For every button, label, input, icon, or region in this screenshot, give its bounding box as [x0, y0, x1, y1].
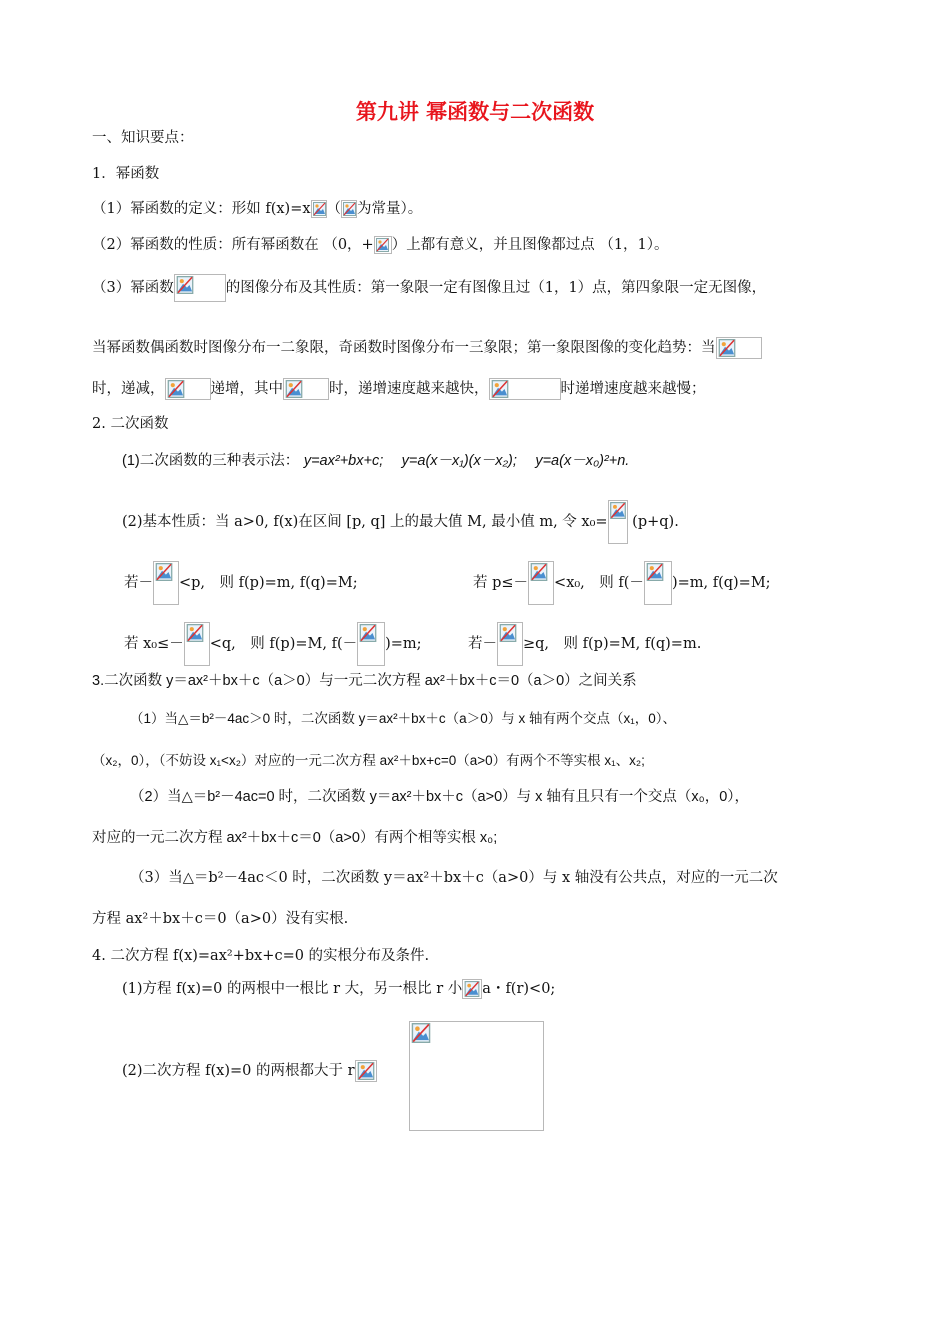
- broken-image-icon: [610, 502, 626, 519]
- formula-image: [311, 200, 327, 218]
- broken-image-icon: [285, 380, 303, 398]
- broken-image-icon: [186, 624, 204, 642]
- section-1-heading: 1．幂函数: [92, 166, 160, 182]
- formula-image: [184, 622, 210, 666]
- s2-forms: (1)二次函数的三种表示法： y=ax²+bx+c; y=a(x－x₁)(x－x₂); y=a(x－x₀)²+n.: [122, 453, 630, 469]
- broken-image-icon: [176, 276, 194, 294]
- s2-case-3: 若 x₀≤－ <q, 则 f(p)=M, f(－ )=m;: [124, 622, 422, 666]
- broken-image-icon: [376, 238, 389, 252]
- broken-image-icon: [491, 380, 509, 398]
- s3-p1-line-1: （1）当△＝b²－4ac＞0 时，二次函数 y＝ax²＋bx＋c（a＞0）与 x 轴有两个交点（x₁，0）、: [130, 711, 677, 726]
- page-title: 第九讲 幂函数与二次函数: [355, 99, 595, 124]
- broken-image-icon: [464, 981, 480, 997]
- formula-image: [644, 561, 672, 605]
- section-4-heading: 4. 二次方程 f(x)=ax²+bx+c=0 的实根分布及条件.: [92, 948, 430, 964]
- s4-item-1: (1)方程 f(x)=0 的两根中一根比 r 大，另一根比 r 小 a・f(r)<0;: [122, 981, 556, 997]
- section-knowledge: 一、知识要点：: [92, 130, 194, 146]
- s1-line-3: （3）幂函数 的图像分布及其性质：第一象限一定有图像且过（1，1）点，第四象限一定无图像，: [92, 274, 766, 302]
- s3-p2-line-1: （2）当△＝b²－4ac=0 时，二次函数 y＝ax²＋bx＋c（a>0）与 x 轴有且只有一个交点（x₀，0），: [130, 789, 750, 805]
- broken-image-icon: [718, 339, 736, 357]
- formula-image: [174, 274, 226, 302]
- broken-image-icon: [167, 380, 185, 398]
- broken-image-icon: [499, 624, 517, 642]
- formula-image: [462, 979, 482, 999]
- formula-image: [341, 200, 357, 218]
- formula-image: [489, 378, 561, 400]
- broken-image-icon: [530, 563, 548, 581]
- s3-p1-line-2: （x₂，0），（不妨设 x₁<x₂）对应的一元二次方程 ax²＋bx+c=0（a>0）有两个不等实根 x₁、x₂;: [92, 753, 645, 768]
- broken-image-icon: [155, 563, 173, 581]
- s1-line-1: （1）幂函数的定义：形如 f(x)=x （ 为常量）。: [92, 201, 423, 217]
- formula-image: [716, 337, 762, 359]
- s3-p3-line-1: （3）当△＝b²－4ac＜0 时，二次函数 y＝ax²＋bx＋c（a>0）与 x 轴没有公共点，对应的一元二次: [130, 870, 778, 886]
- formula-image: [608, 500, 628, 544]
- broken-image-icon: [343, 202, 356, 216]
- s2-properties: (2)基本性质：当 a>0, f(x)在区间 [p, q] 上的最大值 M, 最小值 m, 令 x₀= (p+q).: [122, 500, 679, 544]
- formula-image: [357, 622, 385, 666]
- formula-image: [153, 561, 179, 605]
- broken-image-icon: [357, 1062, 375, 1080]
- s3-p2-line-2: 对应的一元二次方程 ax²＋bx＋c＝0（a>0）有两个相等实根 x₀;: [92, 830, 498, 846]
- formula-image: [528, 561, 554, 605]
- formula-image: [374, 236, 392, 254]
- broken-image-icon: [359, 624, 377, 642]
- formula-image: [283, 378, 329, 400]
- s4-item-2: (2)二次方程 f(x)=0 的两根都大于 r: [122, 1060, 377, 1082]
- s1-line-5: 时，递减， 递增，其中 时，递增速度越来越快， 时递增速度越来越慢；: [92, 378, 706, 400]
- section-3-heading: 3.二次函数 y＝ax²＋bx＋c（a＞0）与一元二次方程 ax²＋bx＋c＝0（a＞0）之间关系: [92, 673, 637, 689]
- s2-case-1: 若－ <p, 则 f(p)=m, f(q)=M;: [124, 561, 358, 605]
- s3-p3-line-2: 方程 ax²＋bx＋c＝0（a>0）没有实根.: [92, 911, 349, 927]
- section-2-heading: 2. 二次函数: [92, 416, 169, 432]
- conditions-formula-image: [409, 1021, 544, 1131]
- s1-line-2: （2）幂函数的性质：所有幂函数在 （0，+ ）上都有意义，并且图像都过点 （1，1）。: [92, 237, 669, 253]
- broken-image-icon: [411, 1023, 431, 1043]
- s2-case-2: 若 p≤－ <x₀, 则 f(－ )=m, f(q)=M;: [473, 561, 771, 605]
- s2-case-4: 若－ ≥q, 则 f(p)=M, f(q)=m.: [468, 622, 701, 666]
- formula-image: [355, 1060, 377, 1082]
- broken-image-icon: [646, 563, 664, 581]
- formula-image: [497, 622, 523, 666]
- formula-image: [165, 378, 211, 400]
- broken-image-icon: [313, 202, 326, 216]
- s1-line-4: 当幂函数偶函数时图像分布一二象限，奇函数时图像分布一三象限；第一象限图像的变化趋势：当: [92, 337, 762, 359]
